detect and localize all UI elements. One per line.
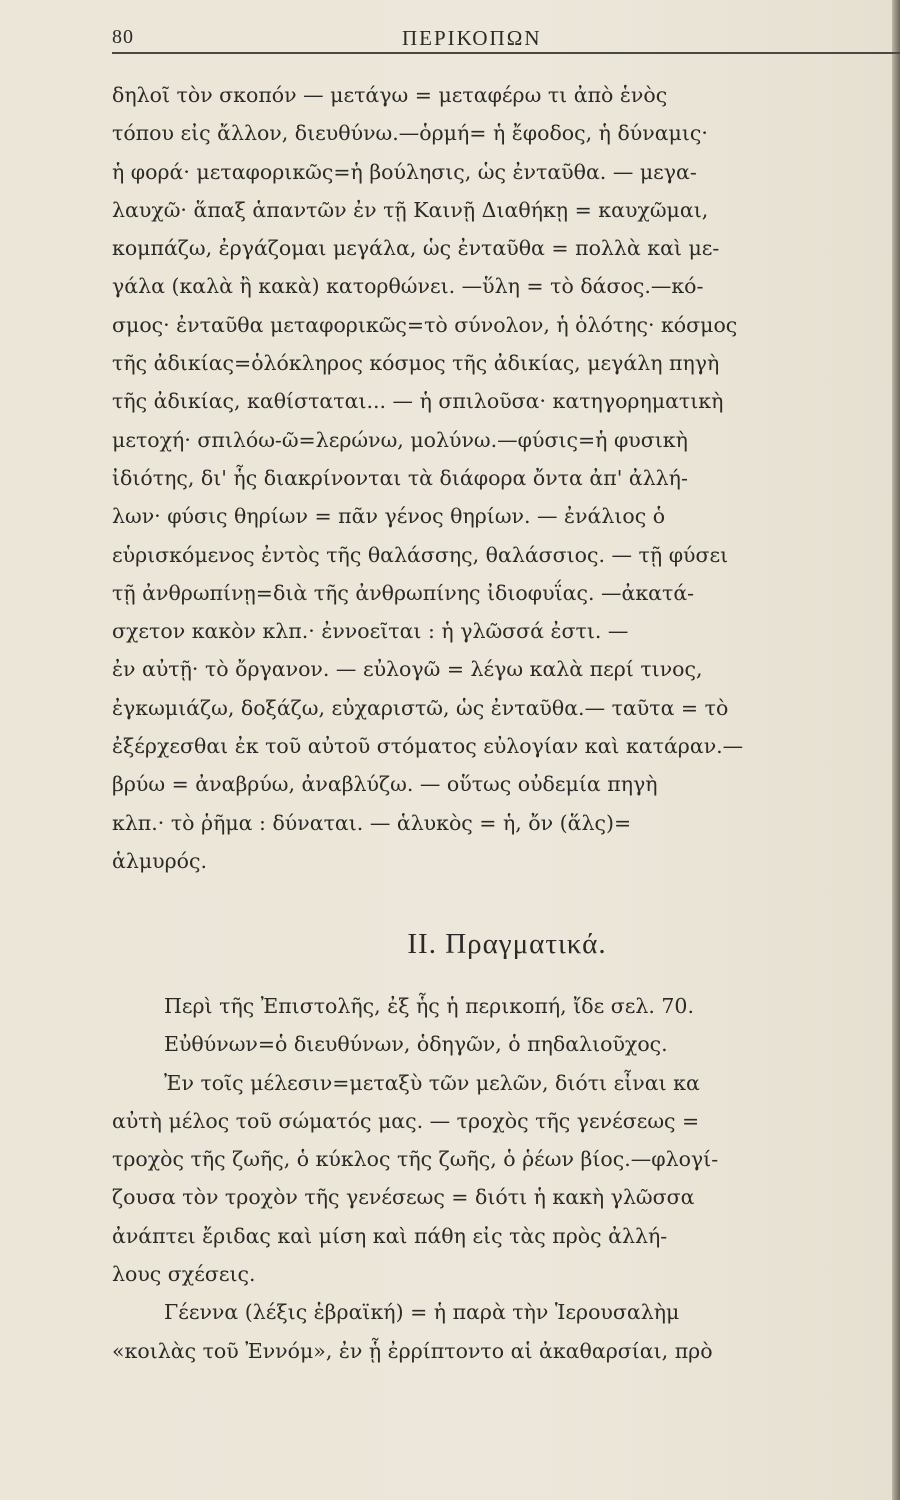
paragraph-start-line: Γέεννα (λέξις ἑβραϊκή) = ἡ παρὰ τὴν Ἱερουσαλὴμ: [164, 1300, 680, 1325]
text-line: «κοιλὰς τοῦ Ἐννόμ», ἐν ᾗ ἐρρίπτοντο αἱ ἀκαθαρσίαι, πρὸ: [112, 1338, 713, 1363]
text-line: τῆς ἀδικίας, καθίσταται... — ἡ σπιλοῦσα· κατηγορηματικὴ: [112, 389, 724, 414]
text-line: γάλα (καλὰ ἢ κακὰ) κατορθώνει. —ὕλη = τὸ δάσος.—κό-: [112, 274, 704, 299]
section-heading: II. Πραγματικά.: [407, 928, 607, 960]
text-line: ἐξέρχεσθαι ἐκ τοῦ αὐτοῦ στόματος εὐλογίαν καὶ κατάραν.—: [112, 734, 744, 759]
text-line: βρύω = ἀναβρύω, ἀναβλύζω. — οὕτως οὐδεμία πηγὴ: [112, 772, 658, 797]
text-line: ἀνάπτει ἔριδας καὶ μίση καὶ πάθη εἰς τὰς πρὸς ἀλλή-: [112, 1223, 668, 1248]
factual-text: [112, 987, 900, 1370]
text-line: κομπάζω, ἐργάζομαι μεγάλα, ὡς ἐνταῦθα = πολλὰ καὶ με-: [112, 236, 720, 261]
page-header: [112, 22, 900, 54]
text-line: εὑρισκόμενος ἐντὸς τῆς θαλάσσης, θαλάσσιος. — τῇ φύσει: [112, 542, 729, 567]
text-line: τῇ ἀνθρωπίνῃ=διὰ τῆς ἀνθρωπίνης ἰδιοφυΐας. —ἀκατά-: [112, 580, 695, 605]
text-line: ἰδιότης, δι' ἧς διακρίνονται τὰ διάφορα ὄντα ἀπ' ἀλλή-: [112, 465, 688, 490]
text-line: σχετον κακὸν κλπ.· ἐννοεῖται : ἡ γλῶσσά ἐστι. —: [112, 619, 629, 644]
paragraph-start-line: Περὶ τῆς Ἐπιστολῆς, ἐξ ἧς ἡ περικοπή, ἴδε σελ. 70.: [164, 994, 694, 1018]
text-line: αὐτὴ μέλος τοῦ σώματός μας. — τροχὸς τῆς γενέσεως =: [112, 1108, 700, 1133]
glossary-text: [112, 76, 900, 880]
text-line: ἡ φορά· μεταφορικῶς=ἡ βούλησις, ὡς ἐνταῦθα. — μεγα-: [112, 159, 697, 184]
text-line: μετοχή· σπιλόω-ῶ=λερώνω, μολύνω.—φύσις=ἡ φυσικὴ: [112, 427, 688, 452]
paragraph-start-line: Ἐν τοῖς μέλεσιν=μεταξὺ τῶν μελῶν, διότι εἶναι κα: [164, 1070, 700, 1095]
running-head: ΠΕΡΙΚΟΠΩΝ: [402, 26, 542, 50]
text-line: σμος· ἐνταῦθα μεταφορικῶς=τὸ σύνολον, ἡ ὁλότης· κόσμος: [112, 312, 738, 337]
text-line: ἐγκωμιάζω, δοξάζω, εὐχαριστῶ, ὡς ἐνταῦθα.— ταῦτα = τὸ: [112, 695, 729, 720]
text-line: τῆς ἀδικίας=ὁλόκληρος κόσμος τῆς ἀδικίας, μεγάλη πηγὴ: [112, 351, 720, 376]
text-line: τόπου εἰς ἄλλον, διευθύνω.—ὁρμή= ἡ ἔφοδος, ἡ δύναμις·: [112, 121, 708, 146]
text-line: ζουσα τὸν τροχὸν τῆς γενέσεως = διότι ἡ κακὴ γλῶσσα: [112, 1185, 695, 1210]
text-line: λαυχῶ· ἅπαξ ἁπαντῶν ἐν τῇ Καινῇ Διαθήκῃ = καυχῶμαι,: [112, 197, 709, 222]
text-line: ἐν αὐτῇ· τὸ ὄργανον. — εὐλογῶ = λέγω καλὰ περί τινος,: [112, 657, 703, 682]
paragraph-start-line: Εὐθύνων=ὁ διευθύνων, ὁδηγῶν, ὁ πηδαλιοῦχος.: [164, 1032, 668, 1057]
text-line: δηλοῖ τὸν σκοπόν — μετάγω = μεταφέρω τι ἀπὸ ἑνὸς: [112, 83, 668, 107]
page-number: 80: [112, 26, 134, 48]
text-line: κλπ.· τὸ ῥῆμα : δύναται. — ἁλυκὸς = ἡ, ὄν (ἅλς)=: [112, 810, 632, 835]
text-line: ἁλμυρός.: [112, 848, 208, 873]
text-line: λων· φύσις θηρίων = πᾶν γένος θηρίων. — ἐνάλιος ὁ: [112, 504, 666, 529]
text-line: τροχὸς τῆς ζωῆς, ὁ κύκλος τῆς ζωῆς, ὁ ῥέων βίος.—φλογί-: [112, 1147, 719, 1172]
text-line: λους σχέσεις.: [112, 1262, 256, 1287]
